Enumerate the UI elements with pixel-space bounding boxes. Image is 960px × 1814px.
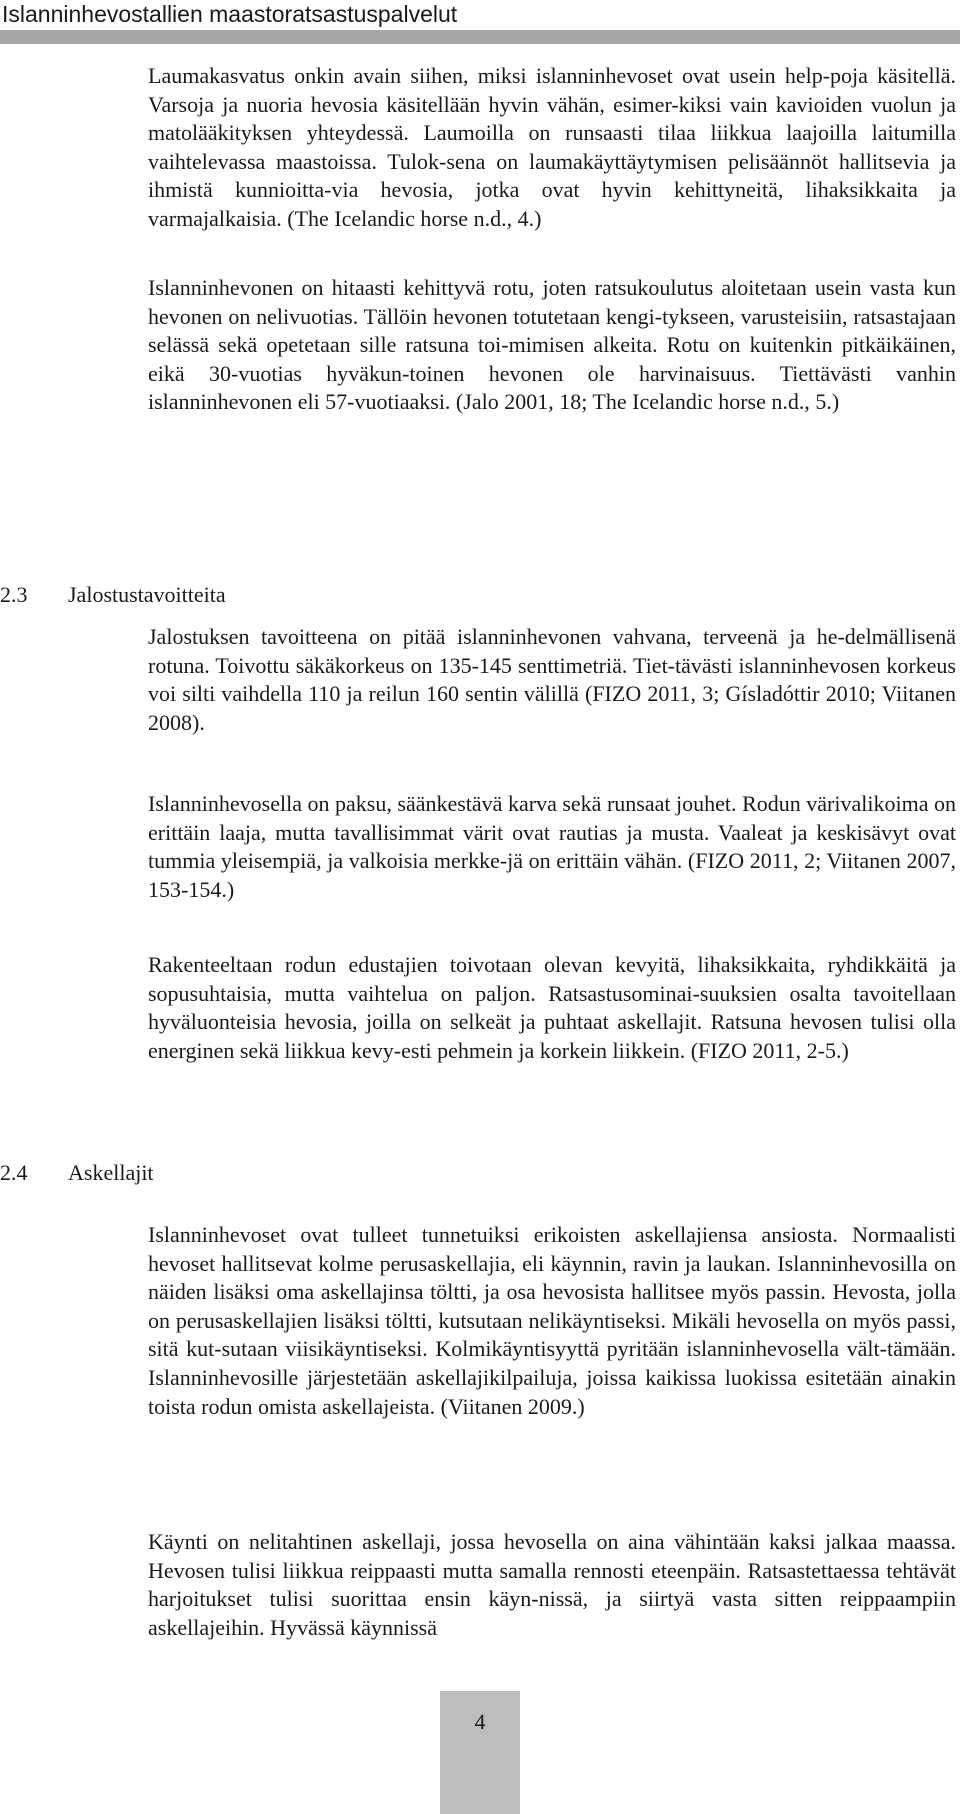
paragraph: Rakenteeltaan rodun edustajien toivotaan olevan kevyitä, lihaksikkaita, ryhdikkäitä ja sopusuhtaisia, mutta vaihtelua on paljon. Ratsastusominai-suuksien osalta tavoitellaan hyväluonteisia hevosia, joilla on selkeät ja puhtaat askellajit. Ratsuna hevosen tulisi olla energinen sekä liikkua kevy-esti pehmein ja korkein liikkein. (FIZO 2011, 2-5.) [148,952,956,1063]
section-title: Askellajit [68,1160,154,1185]
section-number: 2.3 [0,582,28,607]
paragraph: Käynti on nelitahtinen askellaji, jossa hevosella on aina vähintään kaksi jalkaa maassa. Hevosen tulisi liikkua reippaasti mutta samalla rennosti eteenpäin. Ratsastettaessa tehtävät harjoitukset tulisi suorittaa ensin käyn-nissä, ja siirtyä vasta sitten reippaampiin askellajeihin. Hyvässä käynnissä [148,1529,956,1640]
section-heading [0,581,226,609]
paragraph: Laumakasvatus onkin avain siihen, miksi islanninhevoset ovat usein help-poja käsitellä. Varsoja ja nuoria hevosia käsitellään hyvin vähän, esimer-kiksi vain kavioiden vuolun ja matolääkityksen yhteydessä. Laumoilla on runsaasti tilaa liikkua laajoilla laitumilla vaihtelevassa maastoissa. Tulok-sena on laumakäyttäytymisen pelisäännöt hallitsevia ja ihmistä kunnioitta-via hevosia, jotka ovat hyvin kehittyneitä, lihaksikkaita ja varmajalkaisia. (The Icelandic horse n.d., 4.) [148,63,956,231]
page-number-box [440,1691,520,1814]
paragraph: Jalostuksen tavoitteena on pitää islanninhevonen vahvana, terveenä ja he-delmällisenä rotuna. Toivottu säkäkorkeus on 135-145 senttimetriä. Tiet-tävästi islanninhevosen korkeus voi silti vaihdella 110 ja reilun 160 sentin välillä (FIZO 2011, 3; Gísladóttir 2010; Viitanen 2008). [148,624,956,735]
paragraph: Islanninhevosella on paksu, säänkestävä karva sekä runsaat jouhet. Rodun värivalikoima on erittäin laaja, mutta tavallisimmat värit ovat rautias ja musta. Vaaleat ja keskisävyt ovat tummia yleisempiä, ja valkoisia merkke-jä on erittäin vähän. (FIZO 2011, 2; Viitanen 2007, 153-154.) [148,791,956,902]
section-number: 2.4 [0,1160,28,1185]
section-title: Jalostustavoitteita [68,582,226,607]
paragraph: Islanninhevonen on hitaasti kehittyvä rotu, joten ratsukoulutus aloitetaan usein vasta kun hevonen on nelivuotias. Tällöin hevonen totutetaan kengi-tykseen, varusteisiin, ratsastajaan selässä sekä opetetaan sille ratsuna toi-mimisen alkeita. Rotu on kuitenkin pitkäikäinen, eikä 30-vuotias hyväkun-toinen hevonen ole harvinaisuus. Tiettävästi vanhin islanninhevonen eli 57-vuotiaaksi. (Jalo 2001, 18; The Icelandic horse n.d., 5.) [148,275,956,415]
section-heading [0,1159,154,1187]
page-number: 4 [474,1709,486,1734]
header-rule [0,30,960,44]
running-header-title: Islanninhevostallien maastoratsastuspalvelut [2,1,458,27]
page-header [0,0,960,48]
paragraph: Islanninhevoset ovat tulleet tunnetuiksi erikoisten askellajiensa ansiosta. Normaalisti hevoset hallitsevat kolme perusaskellajia, eli käynnin, ravin ja laukan. Islanninhevosilla on näiden lisäksi oma askellajinsa töltti, ja osa hevosista hallitsee myös passin. Hevosta, jolla on perusaskellajien lisäksi töltti, kutsutaan nelikäyntiseksi. Mikäli hevosella on myös passi, sitä kut-sutaan viisikäyntiseksi. Kolmikäyntisyyttä pyritään islanninhevosella vält-tämään. Islanninhevosille järjestetään askellajikilpailuja, joissa kaikissa luokissa esitetään ainakin toista rodun omista askellajeista. (Viitanen 2009.) [148,1222,956,1419]
